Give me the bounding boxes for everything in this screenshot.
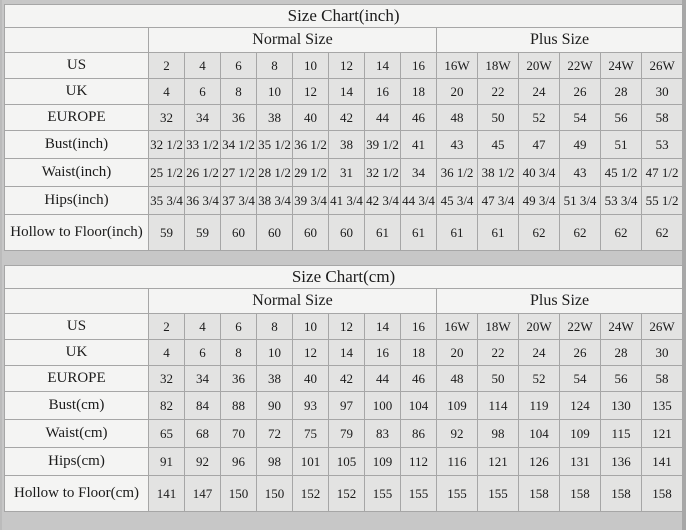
size-cell: 12 (329, 314, 365, 340)
size-cell: 46 (401, 366, 437, 392)
size-cell: 29 1/2 (293, 159, 329, 187)
size-cell: 30 (642, 79, 683, 105)
row-label: Bust(inch) (5, 131, 149, 159)
size-cell: 72 (257, 420, 293, 448)
size-cell: 59 (185, 215, 221, 251)
size-cell: 12 (293, 79, 329, 105)
size-cell: 62 (642, 215, 683, 251)
size-cell: 47 (519, 131, 560, 159)
row-label: Waist(cm) (5, 420, 149, 448)
size-cell: 18 (401, 79, 437, 105)
size-cell: 16W (437, 53, 478, 79)
group-header-plus-size: Plus Size (437, 289, 683, 314)
size-cell: 61 (365, 215, 401, 251)
size-cell: 25 1/2 (149, 159, 185, 187)
size-cell: 60 (257, 215, 293, 251)
size-cell: 6 (221, 53, 257, 79)
size-cell: 38 3/4 (257, 187, 293, 215)
size-cell: 18 (401, 340, 437, 366)
table-row (5, 105, 683, 131)
size-cell: 36 (221, 105, 257, 131)
size-cell: 131 (560, 448, 601, 476)
size-cell: 10 (257, 79, 293, 105)
row-label: EUROPE (5, 105, 149, 131)
corner-cell (5, 289, 149, 314)
size-cell: 56 (601, 105, 642, 131)
size-cell: 14 (365, 314, 401, 340)
size-cell: 40 (293, 105, 329, 131)
size-cell: 43 (437, 131, 478, 159)
size-cell: 60 (293, 215, 329, 251)
size-cell: 28 (601, 79, 642, 105)
size-cell: 79 (329, 420, 365, 448)
size-cell: 40 3/4 (519, 159, 560, 187)
size-cell: 36 3/4 (185, 187, 221, 215)
size-cell: 35 3/4 (149, 187, 185, 215)
size-cell: 52 (519, 366, 560, 392)
size-cell: 155 (478, 476, 519, 512)
size-cell: 126 (519, 448, 560, 476)
size-cell: 44 (365, 105, 401, 131)
size-cell: 20W (519, 314, 560, 340)
size-cell: 112 (401, 448, 437, 476)
size-cell: 26 1/2 (185, 159, 221, 187)
size-cell: 38 (257, 366, 293, 392)
table-row (5, 79, 683, 105)
size-cell: 8 (221, 79, 257, 105)
size-cell: 48 (437, 105, 478, 131)
size-cell: 39 3/4 (293, 187, 329, 215)
row-label: Waist(inch) (5, 159, 149, 187)
size-cell: 155 (401, 476, 437, 512)
size-cell: 32 1/2 (149, 131, 185, 159)
size-cell: 40 (293, 366, 329, 392)
size-cell: 130 (601, 392, 642, 420)
size-cell: 38 (257, 105, 293, 131)
size-cell: 34 (401, 159, 437, 187)
table-row (5, 187, 683, 215)
size-cell: 6 (185, 79, 221, 105)
size-cell: 62 (519, 215, 560, 251)
size-cell: 46 (401, 105, 437, 131)
size-cell: 24W (601, 53, 642, 79)
size-cell: 152 (329, 476, 365, 512)
size-cell: 32 1/2 (365, 159, 401, 187)
size-cell: 109 (365, 448, 401, 476)
title-row (5, 266, 683, 289)
size-cell: 61 (401, 215, 437, 251)
size-cell: 37 3/4 (221, 187, 257, 215)
size-cell: 32 (149, 105, 185, 131)
size-cell: 26 (560, 79, 601, 105)
size-cell: 60 (329, 215, 365, 251)
size-cell: 124 (560, 392, 601, 420)
size-cell: 114 (478, 392, 519, 420)
size-cell: 22W (560, 53, 601, 79)
size-cell: 42 (329, 366, 365, 392)
size-cell: 53 3/4 (601, 187, 642, 215)
size-cell: 10 (257, 340, 293, 366)
size-cell: 30 (642, 340, 683, 366)
group-header-row (5, 289, 683, 314)
size-cell: 68 (185, 420, 221, 448)
size-cell: 59 (149, 215, 185, 251)
size-cell: 62 (601, 215, 642, 251)
size-cell: 60 (221, 215, 257, 251)
size-cell: 105 (329, 448, 365, 476)
group-header-plus-size: Plus Size (437, 28, 683, 53)
table-row (5, 131, 683, 159)
size-cell: 104 (401, 392, 437, 420)
size-cell: 116 (437, 448, 478, 476)
size-cell: 2 (149, 314, 185, 340)
size-cell: 45 (478, 131, 519, 159)
size-cell: 121 (642, 420, 683, 448)
row-label: Hollow to Floor(inch) (5, 215, 149, 251)
table-row (5, 159, 683, 187)
size-cell: 61 (437, 215, 478, 251)
size-cell: 86 (401, 420, 437, 448)
size-cell: 54 (560, 366, 601, 392)
size-cell: 43 (560, 159, 601, 187)
size-cell: 24 (519, 340, 560, 366)
size-cell: 44 (365, 366, 401, 392)
size-table (4, 265, 683, 512)
title-row (5, 5, 683, 28)
size-cell: 33 1/2 (185, 131, 221, 159)
size-cell: 16 (401, 314, 437, 340)
size-cell: 27 1/2 (221, 159, 257, 187)
size-chart-inch-table (4, 4, 682, 251)
row-label: Hollow to Floor(cm) (5, 476, 149, 512)
size-cell: 8 (257, 314, 293, 340)
size-cell: 50 (478, 366, 519, 392)
size-cell: 51 (601, 131, 642, 159)
size-cell: 70 (221, 420, 257, 448)
table-row (5, 53, 683, 79)
table-row (5, 476, 683, 512)
size-cell: 44 3/4 (401, 187, 437, 215)
table-title: Size Chart(cm) (5, 266, 683, 289)
size-cell: 36 1/2 (293, 131, 329, 159)
table-row (5, 366, 683, 392)
size-cell: 10 (293, 53, 329, 79)
size-cell: 48 (437, 366, 478, 392)
size-cell: 51 3/4 (560, 187, 601, 215)
size-cell: 82 (149, 392, 185, 420)
size-cell: 4 (185, 53, 221, 79)
size-cell: 50 (478, 105, 519, 131)
size-cell: 6 (185, 340, 221, 366)
size-cell: 8 (257, 53, 293, 79)
size-cell: 24 (519, 79, 560, 105)
size-cell: 14 (329, 340, 365, 366)
row-label: EUROPE (5, 366, 149, 392)
size-cell: 147 (185, 476, 221, 512)
row-label: US (5, 53, 149, 79)
table-row (5, 392, 683, 420)
row-label: Hips(cm) (5, 448, 149, 476)
size-cell: 101 (293, 448, 329, 476)
size-chart-cm-table (4, 265, 682, 512)
size-cell: 49 (560, 131, 601, 159)
size-cell: 36 (221, 366, 257, 392)
size-cell: 36 1/2 (437, 159, 478, 187)
table-row (5, 215, 683, 251)
size-cell: 115 (601, 420, 642, 448)
size-cell: 141 (642, 448, 683, 476)
size-cell: 10 (293, 314, 329, 340)
size-cell: 141 (149, 476, 185, 512)
size-cell: 22W (560, 314, 601, 340)
row-label: US (5, 314, 149, 340)
size-cell: 52 (519, 105, 560, 131)
size-cell: 20 (437, 340, 478, 366)
size-cell: 119 (519, 392, 560, 420)
size-cell: 14 (365, 53, 401, 79)
size-cell: 4 (185, 314, 221, 340)
row-label: Bust(cm) (5, 392, 149, 420)
size-cell: 18W (478, 314, 519, 340)
size-cell: 92 (185, 448, 221, 476)
size-cell: 4 (149, 340, 185, 366)
size-cell: 26W (642, 314, 683, 340)
size-cell: 14 (329, 79, 365, 105)
size-cell: 41 (401, 131, 437, 159)
size-cell: 34 1/2 (221, 131, 257, 159)
size-cell: 104 (519, 420, 560, 448)
size-cell: 150 (221, 476, 257, 512)
size-cell: 42 3/4 (365, 187, 401, 215)
table-row (5, 314, 683, 340)
size-cell: 109 (437, 392, 478, 420)
table-row (5, 448, 683, 476)
size-cell: 158 (601, 476, 642, 512)
table-title: Size Chart(inch) (5, 5, 683, 28)
size-cell: 90 (257, 392, 293, 420)
size-cell: 4 (149, 79, 185, 105)
size-cell: 16 (365, 340, 401, 366)
size-cell: 45 3/4 (437, 187, 478, 215)
size-cell: 49 3/4 (519, 187, 560, 215)
size-cell: 136 (601, 448, 642, 476)
size-cell: 91 (149, 448, 185, 476)
size-cell: 83 (365, 420, 401, 448)
size-cell: 54 (560, 105, 601, 131)
size-cell: 38 1/2 (478, 159, 519, 187)
row-label: UK (5, 79, 149, 105)
size-cell: 58 (642, 105, 683, 131)
size-cell: 158 (519, 476, 560, 512)
size-cell: 41 3/4 (329, 187, 365, 215)
size-cell: 16W (437, 314, 478, 340)
size-cell: 62 (560, 215, 601, 251)
corner-cell (5, 28, 149, 53)
size-cell: 47 1/2 (642, 159, 683, 187)
size-cell: 96 (221, 448, 257, 476)
size-cell: 150 (257, 476, 293, 512)
group-header-normal-size: Normal Size (149, 289, 437, 314)
size-cell: 32 (149, 366, 185, 392)
size-cell: 8 (221, 340, 257, 366)
size-cell: 58 (642, 366, 683, 392)
size-cell: 12 (329, 53, 365, 79)
size-cell: 22 (478, 79, 519, 105)
size-cell: 65 (149, 420, 185, 448)
size-cell: 39 1/2 (365, 131, 401, 159)
table-row (5, 420, 683, 448)
size-cell: 22 (478, 340, 519, 366)
size-cell: 18W (478, 53, 519, 79)
size-cell: 121 (478, 448, 519, 476)
size-cell: 75 (293, 420, 329, 448)
size-cell: 97 (329, 392, 365, 420)
size-cell: 84 (185, 392, 221, 420)
size-cell: 98 (478, 420, 519, 448)
size-cell: 98 (257, 448, 293, 476)
size-cell: 55 1/2 (642, 187, 683, 215)
size-cell: 24W (601, 314, 642, 340)
size-cell: 109 (560, 420, 601, 448)
size-cell: 135 (642, 392, 683, 420)
row-label: UK (5, 340, 149, 366)
group-header-row (5, 28, 683, 53)
size-cell: 158 (642, 476, 683, 512)
size-cell: 61 (478, 215, 519, 251)
size-cell: 28 (601, 340, 642, 366)
size-cell: 53 (642, 131, 683, 159)
size-table (4, 4, 683, 251)
size-cell: 34 (185, 105, 221, 131)
size-cell: 2 (149, 53, 185, 79)
size-cell: 20 (437, 79, 478, 105)
size-cell: 93 (293, 392, 329, 420)
size-cell: 56 (601, 366, 642, 392)
size-cell: 16 (365, 79, 401, 105)
size-cell: 42 (329, 105, 365, 131)
size-cell: 12 (293, 340, 329, 366)
row-label: Hips(inch) (5, 187, 149, 215)
size-cell: 155 (437, 476, 478, 512)
size-cell: 26 (560, 340, 601, 366)
size-cell: 92 (437, 420, 478, 448)
size-cell: 26W (642, 53, 683, 79)
table-row (5, 340, 683, 366)
size-cell: 155 (365, 476, 401, 512)
size-cell: 38 (329, 131, 365, 159)
size-cell: 158 (560, 476, 601, 512)
size-cell: 88 (221, 392, 257, 420)
size-cell: 47 3/4 (478, 187, 519, 215)
size-cell: 28 1/2 (257, 159, 293, 187)
size-cell: 6 (221, 314, 257, 340)
size-cell: 31 (329, 159, 365, 187)
size-cell: 100 (365, 392, 401, 420)
size-cell: 34 (185, 366, 221, 392)
size-cell: 152 (293, 476, 329, 512)
size-cell: 16 (401, 53, 437, 79)
size-cell: 20W (519, 53, 560, 79)
size-cell: 45 1/2 (601, 159, 642, 187)
group-header-normal-size: Normal Size (149, 28, 437, 53)
size-cell: 35 1/2 (257, 131, 293, 159)
